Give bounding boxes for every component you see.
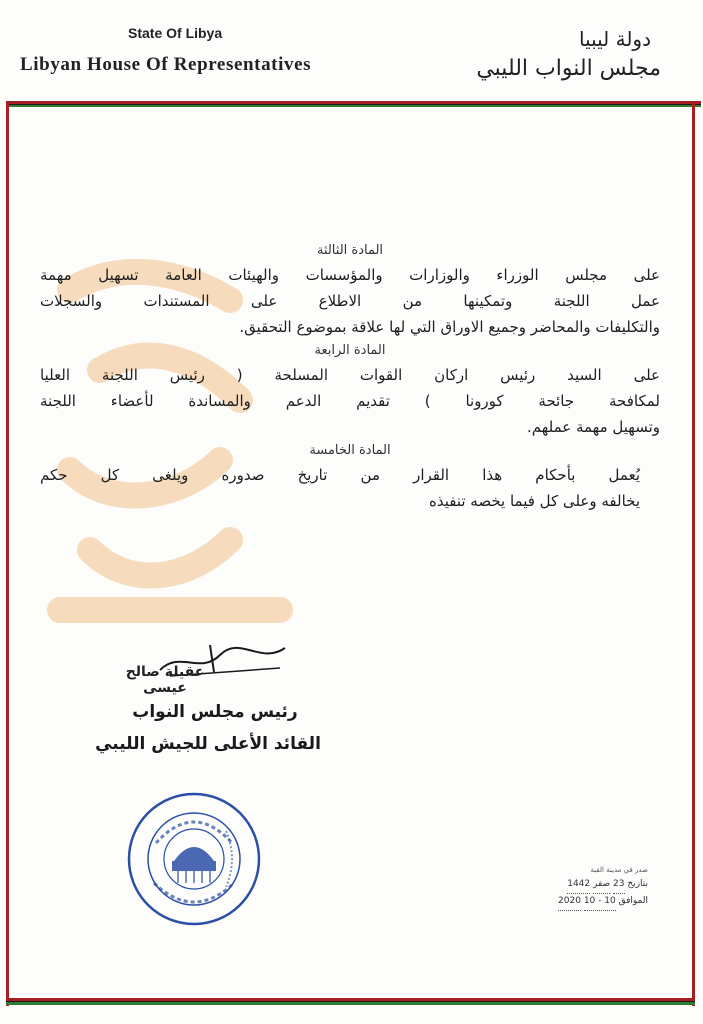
gregorian-date: 10 - 10 <box>584 893 616 911</box>
hijri-date-row <box>478 876 648 893</box>
hijri-day: 23 <box>613 876 624 894</box>
issued-in-label: صدر في مدينة القبة <box>590 866 648 874</box>
article-line: وتسهيل مهمة عملهم. <box>526 418 660 436</box>
article-4 <box>40 340 660 440</box>
gregorian-date-label: الموافق <box>618 896 648 906</box>
article-heading: المادة الخامسة <box>309 443 391 458</box>
signatory-name: عقيلة صالح عيسى <box>125 664 205 696</box>
state-name-english: State Of Libya <box>128 25 223 41</box>
house-name-english: Libyan House Of Representatives <box>20 54 312 75</box>
article-line: على مجلس الوزراء والوزارات والمؤسسات والهيئات العامة تسهيل مهمة <box>40 266 660 284</box>
gregorian-year: 2020 <box>558 893 581 911</box>
article-3 <box>40 240 660 340</box>
hijri-month: صفر <box>593 876 610 894</box>
frame-top-border <box>6 101 701 107</box>
article-line: يُعمل بأحكام هذا القرار من تاريخ صدوره ويلغى كل حكم <box>40 466 640 484</box>
article-line: والتكليفات والمحاضر وجميع الاوراق التي لها علاقة بموضوع التحقيق. <box>239 318 660 336</box>
official-stamp-seal <box>126 791 262 927</box>
hijri-year: 1442 <box>567 876 590 894</box>
gregorian-date-row <box>478 893 648 910</box>
issuance-reference-block <box>478 864 648 910</box>
state-name-arabic: دولة ليبيا <box>578 27 651 51</box>
frame-bottom-border <box>6 998 695 1005</box>
frame-right-border <box>692 101 695 1006</box>
frame-left-border <box>6 101 9 1006</box>
article-heading: المادة الثالثة <box>316 243 384 258</box>
article-line: يخالفه وعلى كل فيما يخصه تنفيذه <box>428 492 640 510</box>
article-heading: المادة الرابعة <box>314 343 386 358</box>
signatory-title: رئيس مجلس النواب <box>132 702 298 722</box>
article-line: على السيد رئيس اركان القوات المسلحة ( رئيس اللجنة العليا <box>40 366 660 384</box>
signatory-title-secondary: القائد الأعلى للجيش الليبي <box>95 734 321 754</box>
document-body <box>40 240 660 514</box>
article-line: لمكافحة جائحة كورونا ) تقديم الدعم والمساندة لأعضاء اللجنة <box>40 392 660 410</box>
article-line: عمل اللجنة وتمكينها من الاطلاع على المستندات والسجلات <box>40 292 660 310</box>
house-name-arabic: مجلس النواب الليبي <box>476 56 661 81</box>
article-5 <box>40 440 660 514</box>
hijri-date-label: بتاريخ <box>627 879 648 889</box>
